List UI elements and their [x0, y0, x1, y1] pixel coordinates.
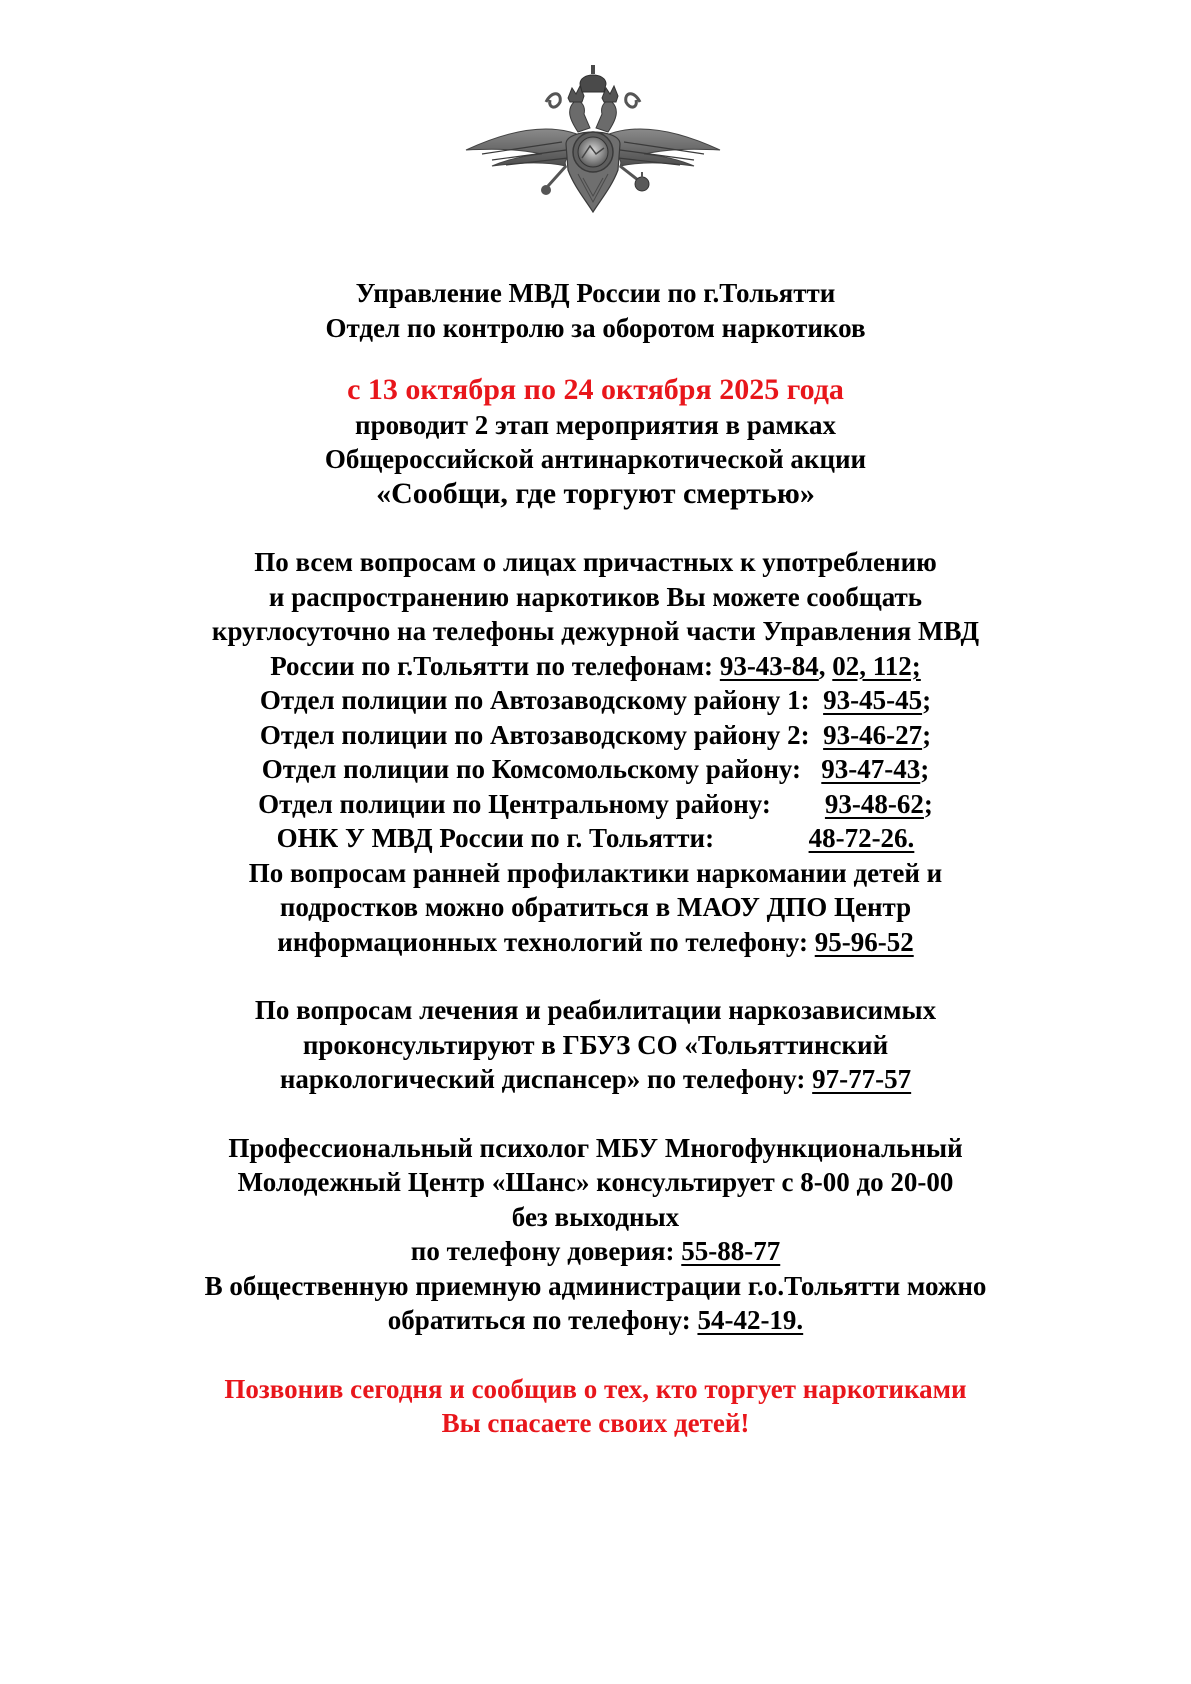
- event-line-2: Общероссийской антинаркотической акции: [324, 444, 867, 474]
- treatment-line-1: По вопросам лечения и реабилитации наркозависимых: [254, 995, 937, 1025]
- contacts-intro-1: По всем вопросам о лицах причастных к употреблению: [254, 547, 937, 577]
- trust-phone-link[interactable]: 55-88-77: [681, 1236, 781, 1266]
- treatment-label: наркологический диспансер» по телефону:: [279, 1064, 813, 1094]
- psychologist-line-3: без выходных: [511, 1201, 680, 1232]
- department-phone-link[interactable]: 93-45-45: [823, 685, 923, 715]
- administration-label: обратиться по телефону:: [387, 1305, 698, 1335]
- mvd-emblem-icon: [462, 62, 724, 220]
- department-suffix: ;: [922, 685, 932, 715]
- prevention-line-1: По вопросам ранней профилактики наркомании детей и: [248, 857, 943, 888]
- contacts-intro-3: круглосуточно на телефоны дежурной части Управления МВД: [211, 616, 980, 646]
- department-row: [0, 821, 1191, 856]
- administration-line-1: В общественную приемную администрации г.о.Тольятти можно: [204, 1270, 987, 1301]
- department-label: Отдел полиции по Центральному району:: [258, 788, 825, 819]
- department-phone-link[interactable]: 93-46-27: [823, 719, 923, 750]
- header-line-1: Управление МВД России по г.Тольятти: [355, 278, 836, 308]
- action-name: «Сообщи, где торгуют смертью»: [376, 476, 815, 510]
- contacts-intro-2: и распространению наркотиков Вы можете сообщать: [268, 581, 923, 612]
- department-suffix: ;: [922, 719, 932, 750]
- prevention-phone-link[interactable]: 95-96-52: [814, 926, 914, 957]
- department-label: ОНК У МВД России по г. Тольятти:: [276, 823, 809, 853]
- duty-sep: ,: [818, 650, 833, 681]
- treatment-line-2: проконсультируют в ГБУЗ СО «Тольяттинский: [302, 1029, 889, 1060]
- event-line-1: проводит 2 этап мероприятия в рамках: [355, 409, 836, 440]
- department-suffix: ;: [920, 754, 930, 784]
- department-phone-link[interactable]: 48-72-26.: [808, 823, 915, 853]
- department-phone-link[interactable]: 93-48-62: [824, 788, 924, 819]
- psychologist-line-2: Молодежный Центр «Шанс» консультирует с 8-00 до 20-00: [237, 1167, 954, 1197]
- department-row: [0, 718, 1191, 753]
- treatment-phone-link[interactable]: 97-77-57: [812, 1064, 912, 1094]
- emergency-phones-link[interactable]: 02, 112;: [832, 650, 921, 681]
- header-line-2: Отдел по контролю за оборотом наркотиков: [325, 312, 866, 343]
- announcement-document: [0, 276, 1191, 1441]
- duty-phones-label: России по г.Тольятти по телефонам:: [270, 650, 720, 681]
- prevention-label: информационных технологий по телефону:: [277, 926, 815, 957]
- department-suffix: ;: [923, 788, 933, 819]
- appeal-line-1: Позвонив сегодня и сообщив о тех, кто торгует наркотиками: [224, 1373, 967, 1404]
- department-row: [0, 683, 1191, 718]
- eagle-emblem-graphic: [462, 62, 724, 220]
- administration-line-2: [0, 1303, 1191, 1338]
- event-dates: с 13 октября по 24 октября 2025 года: [347, 373, 844, 406]
- duty-phones-line: [0, 649, 1191, 684]
- department-phone-link[interactable]: 93-47-43: [821, 754, 921, 784]
- appeal-line-2: Вы спасаете своих детей!: [441, 1408, 750, 1438]
- psychologist-label: по телефону доверия:: [410, 1236, 682, 1266]
- prevention-line-2: подростков можно обратиться в МАОУ ДПО Центр: [279, 892, 912, 922]
- department-row: [0, 752, 1191, 787]
- prevention-line-3: [0, 925, 1191, 960]
- department-row: [0, 787, 1191, 822]
- psychologist-line-4: [0, 1234, 1191, 1269]
- department-label: Отдел полиции по Автозаводскому району 1:: [259, 685, 824, 715]
- administration-phone-link[interactable]: 54-42-19.: [697, 1305, 804, 1335]
- department-label: Отдел полиции по Комсомольскому району:: [261, 754, 822, 784]
- psychologist-line-1: Профессиональный психолог МБУ Многофункциональный: [228, 1132, 963, 1163]
- treatment-line-3: [0, 1062, 1191, 1097]
- department-label: Отдел полиции по Автозаводскому району 2:: [259, 719, 824, 750]
- duty-phone-link[interactable]: 93-43-84: [719, 650, 819, 681]
